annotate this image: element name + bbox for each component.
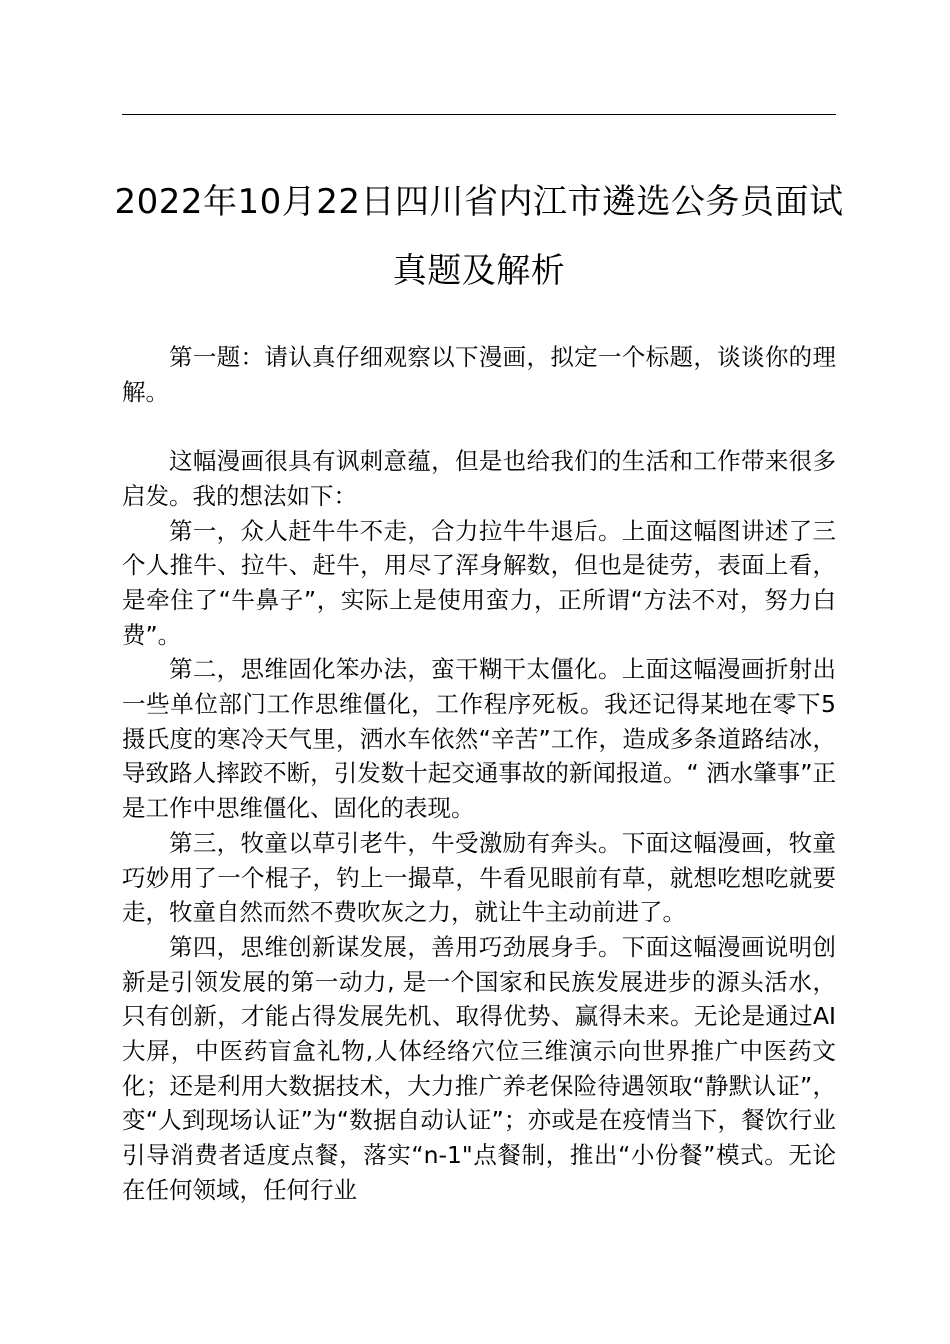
paragraph-point-4: 第四，思维创新谋发展，善用巧劲展身手。下面这幅漫画说明创新是引领发展的第一动力, 是一个国家和民族发展进步的源头活水，只有创新，才能占得发展先机、取得优势、赢得未来。无论是通过AI大屏，中医药盲盒礼物,人体经络穴位三维演示向世界推广中医药文化；还是利用大数据技术，大力推广养老保险待遇领取“静默认证”，变“人到现场认证”为“数据自动认证”；亦或是在疫情当下，餐饮行业引导消费者适度点餐，落实“n-1"点餐制，推出“小份餐”模式。无论在任何领域，任何行业 bbox=[122, 932, 836, 1204]
document-body bbox=[122, 340, 836, 1208]
paragraph-point-2: 第二，思维固化笨办法，蛮干糊干太僵化。上面这幅漫画折射出一些单位部门工作思维僵化，工作程序死板。我还记得某地在零下5摄氏度的寒冷天气里，洒水车依然“辛苦”工作，造成多条道路结冰，导致路人摔跤不断，引发数十起交通事故的新闻报道。“ 洒水肇事”正是工作中思维僵化、固化的表现。 bbox=[122, 655, 836, 823]
paragraph-question: 第一题：请认真仔细观察以下漫画，拟定一个标题，谈谈你的理解。 bbox=[122, 343, 836, 406]
header-rule bbox=[122, 114, 836, 115]
paragraph-intro: 这幅漫画很具有讽刺意蕴，但是也给我们的生活和工作带来很多启发。我的想法如下： bbox=[122, 447, 836, 510]
paragraph-point-1: 第一，众人赶牛牛不走，合力拉牛牛退后。上面这幅图讲述了三个人推牛、拉牛、赶牛，用尽了浑身解数，但也是徒劳，表面上看，是牵住了“牛鼻子”，实际上是使用蛮力，正所谓“方法不对，努力白费”。 bbox=[122, 516, 836, 649]
paragraph-point-3: 第三，牧童以草引老牛，牛受激励有奔头。下面这幅漫画，牧童巧妙用了一个棍子，钓上一撮草，牛看见眼前有草，就想吃想吃就要走，牧童自然而然不费吹灰之力，就让牛主动前进了。 bbox=[122, 828, 836, 927]
page-title: 2022年10月22日四川省内江市遴选公务员面试真题及解析 bbox=[114, 182, 844, 291]
